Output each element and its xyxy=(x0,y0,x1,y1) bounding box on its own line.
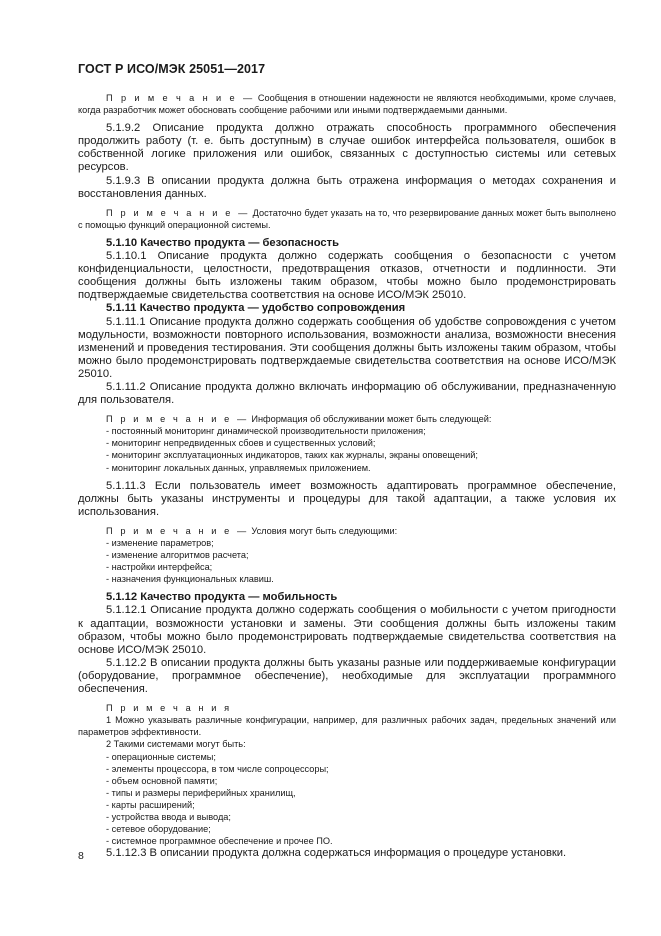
para-5-1-12-1: 5.1.12.1 Описание продукта должно содержать сообщения о мобильности с учетом пригодности к адаптации, возможности установки и замены. Эти сообщения должны быть изложены таким образом, чтобы можно было продемонстрировать подтверждаемые свидетельства соответствия на основе ИСО/МЭК 25010. xyxy=(78,604,616,656)
list-item: - изменение алгоритмов расчета; xyxy=(106,550,249,561)
list-item: - системное программное обеспечение и прочее ПО. xyxy=(106,836,333,847)
list-item: - настройки интерфейса; xyxy=(106,562,213,573)
note-maintenance-list xyxy=(78,425,616,473)
note-prefix: П р и м е ч а н и е — xyxy=(106,207,250,218)
note-prefix: П р и м е ч а н и е — xyxy=(106,93,255,103)
list-item: - типы и размеры периферийных хранилищ, xyxy=(106,787,296,798)
note-reliability xyxy=(78,92,616,116)
note-backup xyxy=(78,207,616,231)
list-item: - мониторинг эксплуатационных индикаторов, таких как журналы, экраны оповещений; xyxy=(106,450,478,461)
note-item-2: 2 Такими системами могут быть: xyxy=(106,739,246,750)
list-item: - карты расширений; xyxy=(106,799,195,810)
heading-5-1-10: 5.1.10 Качество продукта — безопасность xyxy=(106,236,339,249)
note-maintenance xyxy=(78,413,616,425)
para-5-1-11-3: 5.1.11.3 Если пользователь имеет возможность адаптировать программное обеспечение, должны быть указаны инструменты и процедуры для такой адаптации, а также условия их использования. xyxy=(78,479,616,518)
para-5-1-9-3: 5.1.9.3 В описании продукта должна быть отражена информация о методах сохранения и восстановления данных. xyxy=(78,174,616,200)
note-text: Сообщения в отношении надежности не являются необходимыми, кроме случаев, когда разработчик может обосновать сообщение рабочими или иными подтверждаемыми данными. xyxy=(78,93,617,116)
note-text: Достаточно будет указать на то, что резервирование данных может быть выполнено с помощью функций операционной системы. xyxy=(78,207,616,230)
para-5-1-12-3: 5.1.12.3 В описании продукта должна содержаться информация о процедуре установки. xyxy=(106,847,567,860)
page-body xyxy=(78,92,616,860)
systems-list xyxy=(78,751,616,848)
list-item: - изменение параметров; xyxy=(106,538,214,548)
para-5-1-11-1: 5.1.11.1 Описание продукта должно содержать сообщения об удобстве сопровождения с учетом модульности, возможности повторного использования, возможности анализа, возможности внесения изменений и проведения тестирования. Эти сообщения должны быть изложены таким образом, чтобы можно было продемонстрировать подтверждаемые свидетельства соответствия на основе ИСО/МЭК 25010. xyxy=(78,315,616,380)
notes-heading: П р и м е ч а н и я xyxy=(106,703,232,714)
list-item: - устройства ввода и вывода; xyxy=(106,811,231,822)
list-item: - назначения функциональных клавиш. xyxy=(106,574,274,585)
note-text: Информация об обслуживании может быть следующей: xyxy=(248,414,492,425)
list-item: - мониторинг локальных данных, управляемых приложением. xyxy=(106,462,371,473)
note-prefix: П р и м е ч а н и е — xyxy=(106,414,249,425)
document-header: ГОСТ Р ИСО/МЭК 25051—2017 xyxy=(78,62,266,76)
para-5-1-10-1: 5.1.10.1 Описание продукта должно содержать сообщения о безопасности с учетом конфиденциальности, целостности, предотвращения отказов, отчетности и подлинности. Эти сообщения должны быть изложены таким образом, чтобы можно было продемонстрировать подтверждаемые свидетельства соответствия на основе ИСО/МЭК 25010. xyxy=(78,250,616,302)
list-item: - элементы процессора, в том числе сопроцессоры; xyxy=(106,763,329,774)
heading-5-1-11: 5.1.11 Качество продукта — удобство сопровождения xyxy=(106,302,406,315)
list-item: - объем основной памяти; xyxy=(106,775,218,786)
page-number: 8 xyxy=(78,850,84,862)
heading-5-1-12: 5.1.12 Качество продукта — мобильность xyxy=(106,591,338,604)
list-item: - мониторинг непредвиденных сбоев и существенных условий; xyxy=(106,438,376,449)
note-item-1: 1 Можно указывать различные конфигурации, например, для различных рабочих задач, предельных значений или параметров эффективности. xyxy=(78,715,616,738)
para-5-1-9-2: 5.1.9.2 Описание продукта должно отражать способность программного обеспечения продолжить работу (т. е. быть доступным) в случае ошибок интерфейса пользователя, ошибок в собственной логике приложения или ошибок, связанных с доступностью системы или сетевых ресурсов. xyxy=(78,122,616,174)
list-item: - сетевое оборудование; xyxy=(106,824,211,835)
list-item: - постоянный мониторинг динамической производительности приложения; xyxy=(106,426,426,437)
list-item: - операционные системы; xyxy=(106,751,216,762)
note-conditions xyxy=(78,525,616,537)
note-conditions-list xyxy=(78,537,616,585)
note-text: Условия могут быть следующими: xyxy=(248,525,398,536)
para-5-1-11-2: 5.1.11.2 Описание продукта должно включать информацию об обслуживании, предназначенную для пользователя. xyxy=(78,380,616,407)
note-prefix: П р и м е ч а н и е — xyxy=(106,525,249,536)
para-5-1-12-2: 5.1.12.2 В описании продукта должны быть указаны разные или поддерживаемые конфигурации (оборудование, программное обеспечение), необходимые для эксплуатации программного обеспечения. xyxy=(78,656,616,696)
